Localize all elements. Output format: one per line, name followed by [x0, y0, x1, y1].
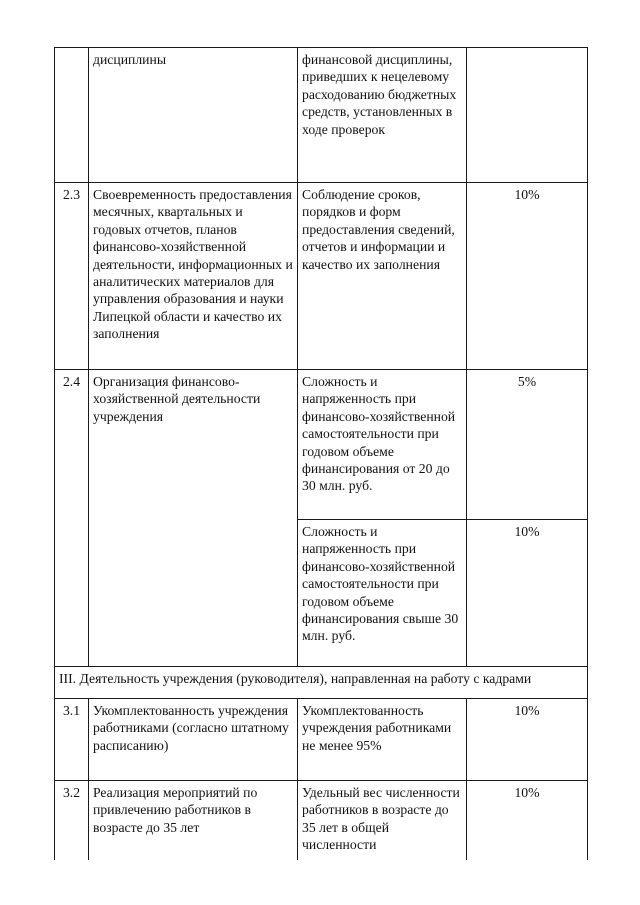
row-number: 2.4	[55, 370, 89, 667]
row-number	[55, 48, 89, 183]
indicator-name: дисциплины	[89, 48, 298, 183]
indicator-value: 5%	[467, 370, 588, 520]
indicator-criterion: Удельный вес численности работников в возрасте до 35 лет в общей численности	[298, 781, 467, 860]
table-row	[55, 48, 588, 183]
indicator-name: Укомплектованность учреждения работниками (согласно штатному расписанию)	[89, 699, 298, 781]
row-number: 3.1	[55, 699, 89, 781]
table-row	[55, 183, 588, 370]
table-row	[55, 370, 588, 520]
row-number: 2.3	[55, 183, 89, 370]
section-heading: III. Деятельность учреждения (руководителя), направленная на работу с кадрами	[55, 667, 588, 699]
indicator-value: 10%	[467, 699, 588, 781]
indicator-criterion: Сложность и напряженность при финансово-хозяйственной самостоятельности при годовом объеме финансирования свыше 30 млн. руб.	[298, 520, 467, 667]
indicator-criterion: Укомплектованность учреждения работниками не менее 95%	[298, 699, 467, 781]
indicator-name: Организация финансово-хозяйственной деятельности учреждения	[89, 370, 298, 667]
indicator-name: Своевременность предоставления месячных, квартальных и годовых отчетов, планов финансово-хозяйственной деятельности, информационных и аналитических материалов для управления образования и науки Липецкой области и качество их заполнения	[89, 183, 298, 370]
table-row	[55, 699, 588, 781]
indicator-criterion: Соблюдение сроков, порядков и форм предоставления сведений, отчетов и информации и качество их заполнения	[298, 183, 467, 370]
criteria-table	[54, 47, 588, 860]
document-page	[54, 47, 587, 859]
indicator-value	[467, 48, 588, 183]
indicator-value: 10%	[467, 520, 588, 667]
indicator-value: 10%	[467, 183, 588, 370]
indicator-name: Реализация мероприятий по привлечению работников в возрасте до 35 лет	[89, 781, 298, 860]
table-row	[55, 781, 588, 860]
indicator-criterion: финансовой дисциплины, приведших к нецелевому расходованию бюджетных средств, установленных в ходе проверок	[298, 48, 467, 183]
indicator-criterion: Сложность и напряженность при финансово-хозяйственной самостоятельности при годовом объеме финансирования от 20 до 30 млн. руб.	[298, 370, 467, 520]
section-row	[55, 667, 588, 699]
row-number: 3.2	[55, 781, 89, 860]
indicator-value: 10%	[467, 781, 588, 860]
